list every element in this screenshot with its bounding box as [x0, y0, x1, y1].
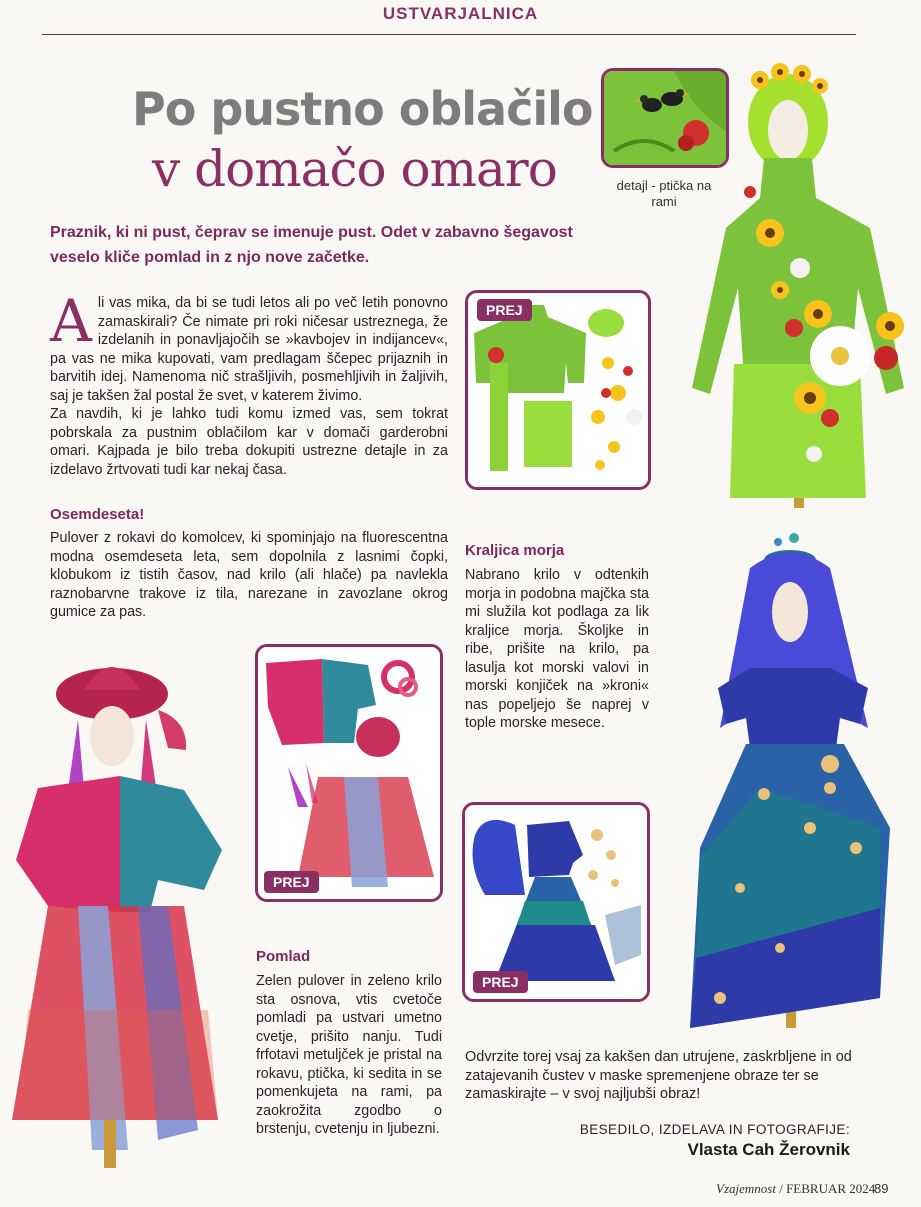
eighties-before-photo	[255, 644, 443, 902]
heading-queen: Kraljica morja	[465, 542, 565, 559]
eighties-costume-photo	[8, 650, 228, 1178]
section-label: USTVARJALNICA	[382, 4, 539, 23]
intro-paragraph-2: Za navdih, ki je lahko tudi komu izmed vas, sem tokrat pobrskala za pustnim oblačilom kar v domači garderobni omari. Kajpada je bilo treba dokupiti ustrezne detajle in za izdelavo žrtvovati tudi kar nekaj časa.	[50, 406, 448, 478]
credits-label: BESEDILO, IZDELAVA IN FOTOGRAFIJE:	[579, 1122, 850, 1137]
author-name: Vlasta Cah Žerovnik	[687, 1140, 850, 1159]
closing-paragraph: Odvrzite torej vsaj za kakšen dan utrujene, zaskrbljene in od zatajevanih čustev v maske spremenjene obraze ter se zamaskirajte – v svoj najljubši obraz!	[465, 1049, 852, 1102]
lead-paragraph: Praznik, ki ni pust, čeprav se imenuje pust. Odet v zabavno šegavost veselo kliče pomlad in z njo nove začetke.	[50, 224, 573, 266]
queen-before-photo	[462, 802, 650, 1002]
magazine-name: Vzajemnost	[716, 1181, 776, 1196]
queen-costume-illustration	[680, 528, 920, 1040]
issue-date: / FEBRUAR 2024	[779, 1181, 876, 1196]
text-spring: Zelen pulover in zeleno krilo sta osnova, vtis cvetoče pomladi pa ustvari umetno cvetje, prišito nanju. Tudi frfotavi metuljček je pristal na rokavu, ptička, ki sedita in se pomenkujeta na rami, pa zaokrožita zgodbo o brstenju, cvetenju in ljubezni.	[256, 973, 442, 1137]
text-80s: Pulover z rokavi do komolcev, ki spominjajo na fluorescentna modna osemdeseta leta, sem dopolnila z lasnimi čopki, klobukom iz tistih časov, nad krilo (ali hlače) pa navlekla raznobarvne trakove iz tila, narezane in zavozlane okrog gumice za pas.	[50, 530, 448, 620]
heading-80s: Osemdeseta!	[50, 506, 145, 523]
detail-caption: detajl - ptička na rami	[616, 178, 712, 209]
title-line-2: v domačo omaro	[152, 140, 557, 198]
prej-badge: PREJ	[477, 299, 532, 321]
spring-before-illustration	[468, 293, 648, 487]
spring-costume-photo	[690, 58, 918, 508]
text-queen: Nabrano krilo v odtenkih morja in podobna majčka sta mi služila kot podlaga za lik kraljice morja. Školjke in ribe, prišite na krilo, pa lasulja kot morski valovi in morski konjiček na »kroni« nas popeljejo še naprej v tople morske mesece.	[465, 567, 649, 731]
title-line-1: Po pustno oblačilo	[132, 82, 593, 136]
queen-costume-photo	[680, 528, 920, 1040]
eighties-before-illustration	[258, 647, 440, 899]
header-rule	[42, 34, 856, 35]
prej-badge: PREJ	[473, 971, 528, 993]
spring-costume-illustration	[690, 58, 918, 508]
queen-before-illustration	[465, 805, 647, 999]
dropcap: A	[50, 287, 92, 355]
intro-paragraph-1: li vas mika, da bi se tudi letos ali po več letih ponovno zamaskirali? Če nimate pri roki ničesar ustreznega, že izdelanih in ponavljajočih se »kavbojev in indijancev«, pa vas ne mika kupovati, vam predlagam ščepec prijaznih in barvitih idej. Namenoma nič strašljivih, posmehljivih in žaljivih, saj je takšen žal postal že svet, v katerem živimo.	[50, 295, 448, 404]
intro-text	[50, 287, 448, 479]
page-number: 89	[874, 1181, 889, 1196]
eighties-costume-illustration	[8, 650, 228, 1178]
heading-spring: Pomlad	[256, 948, 311, 965]
prej-badge: PREJ	[264, 871, 319, 893]
footer-magazine	[716, 1181, 875, 1197]
spring-before-photo	[465, 290, 651, 490]
